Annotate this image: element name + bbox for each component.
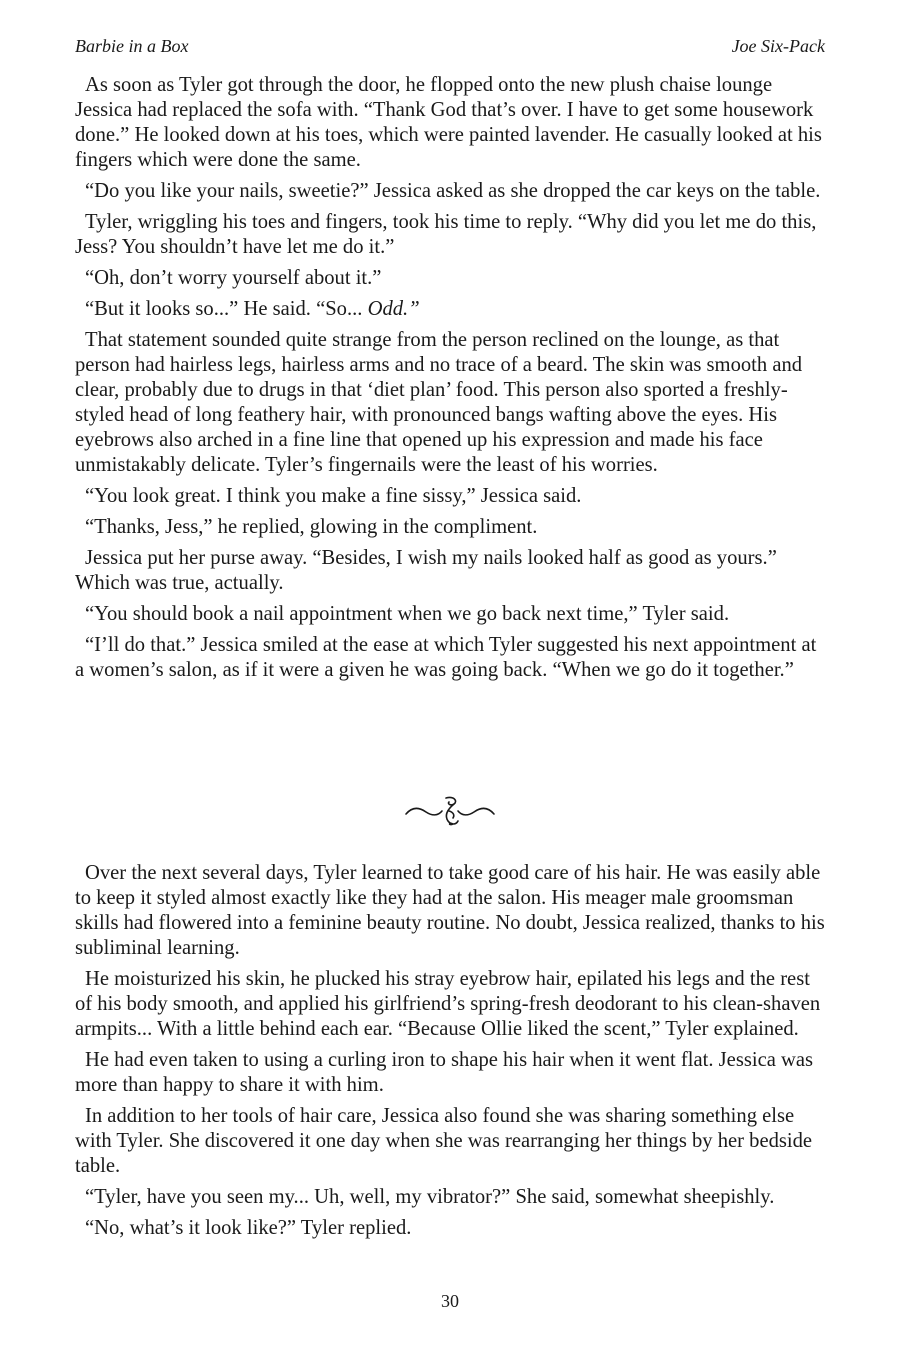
italic-text: Odd.”: [367, 298, 420, 320]
header-book-title: Barbie in a Box: [75, 36, 189, 56]
scroll-flourish-icon: [402, 794, 498, 828]
header-section-title: Joe Six-Pack: [731, 36, 825, 56]
paragraph: “Tyler, have you seen my... Uh, well, my vibrator?” She said, somewhat sheepishly.: [85, 1186, 775, 1208]
paragraph: “Thanks, Jess,” he replied, glowing in the compliment.: [85, 516, 538, 538]
paragraph: “I’ll do that.” Jessica smiled at the ease at which Tyler suggested his next appointment at a women’s salon, as if it were a given he was going back. “When we go do it together.”: [75, 634, 817, 681]
paragraph: He had even taken to using a curling iron to shape his hair when it went flat. Jessica was more than happy to share it with him.: [75, 1049, 814, 1096]
paragraph: “You should book a nail appointment when we go back next time,” Tyler said.: [85, 603, 730, 625]
paragraph: In addition to her tools of hair care, Jessica also found she was sharing something else with Tyler. She discovered it one day when she was rearranging her things by her bedside table.: [75, 1105, 813, 1177]
paragraph: “You look great. I think you make a fine sissy,” Jessica said.: [85, 485, 582, 507]
paragraph: Tyler, wriggling his toes and fingers, took his time to reply. “Why did you let me do this, Jess? You shouldn’t have let me do it.”: [75, 211, 817, 258]
paragraph: That statement sounded quite strange from the person reclined on the lounge, as that person had hairless legs, hairless arms and no trace of a beard. The skin was smooth and clear, probably due to drugs in that ‘diet plan’ food. This person also sported a freshly-styled head of long feathery hair, with pronounced bangs wafting above the eyes. His eyebrows also arched in a fine line that opened up his expression and made his face unmistakably delicate. Tyler’s fingernails were the least of his worries.: [75, 329, 803, 476]
running-header: [75, 36, 825, 56]
paragraph: “Oh, don’t worry yourself about it.”: [85, 267, 382, 289]
paragraph: He moisturized his skin, he plucked his stray eyebrow hair, epilated his legs and the rest of his body smooth, and applied his girlfriend’s spring-fresh deodorant to his clean-shaven armpits... With a little behind each ear. “Because Ollie liked the scent,” Tyler explained.: [75, 968, 821, 1040]
paragraph-text: “But it looks so...” He said. “So...: [85, 298, 368, 320]
paragraph: “Do you like your nails, sweetie?” Jessica asked as she dropped the car keys on the table.: [85, 180, 821, 202]
body-text-section-1: [75, 73, 827, 683]
scene-break-ornament: [0, 794, 900, 828]
page-number: 30: [441, 1291, 459, 1311]
body-text-section-2: [75, 861, 827, 1241]
paragraph: “No, what’s it look like?” Tyler replied.: [85, 1217, 412, 1239]
paragraph: Jessica put her purse away. “Besides, I wish my nails looked half as good as yours.” Which was true, actually.: [75, 547, 777, 594]
paragraph: [75, 297, 827, 322]
paragraph: Over the next several days, Tyler learned to take good care of his hair. He was easily able to keep it styled almost exactly like they had at the salon. His meager male groomsman skills had flowered into a feminine beauty routine. No doubt, Jessica realized, thanks to his subliminal learning.: [75, 862, 825, 959]
paragraph: As soon as Tyler got through the door, he flopped onto the new plush chaise lounge Jessica had replaced the sofa with. “Thank God that’s over. I have to get some housework done.” He looked down at his toes, which were painted lavender. He casually looked at his fingers which were done the same.: [75, 74, 822, 171]
